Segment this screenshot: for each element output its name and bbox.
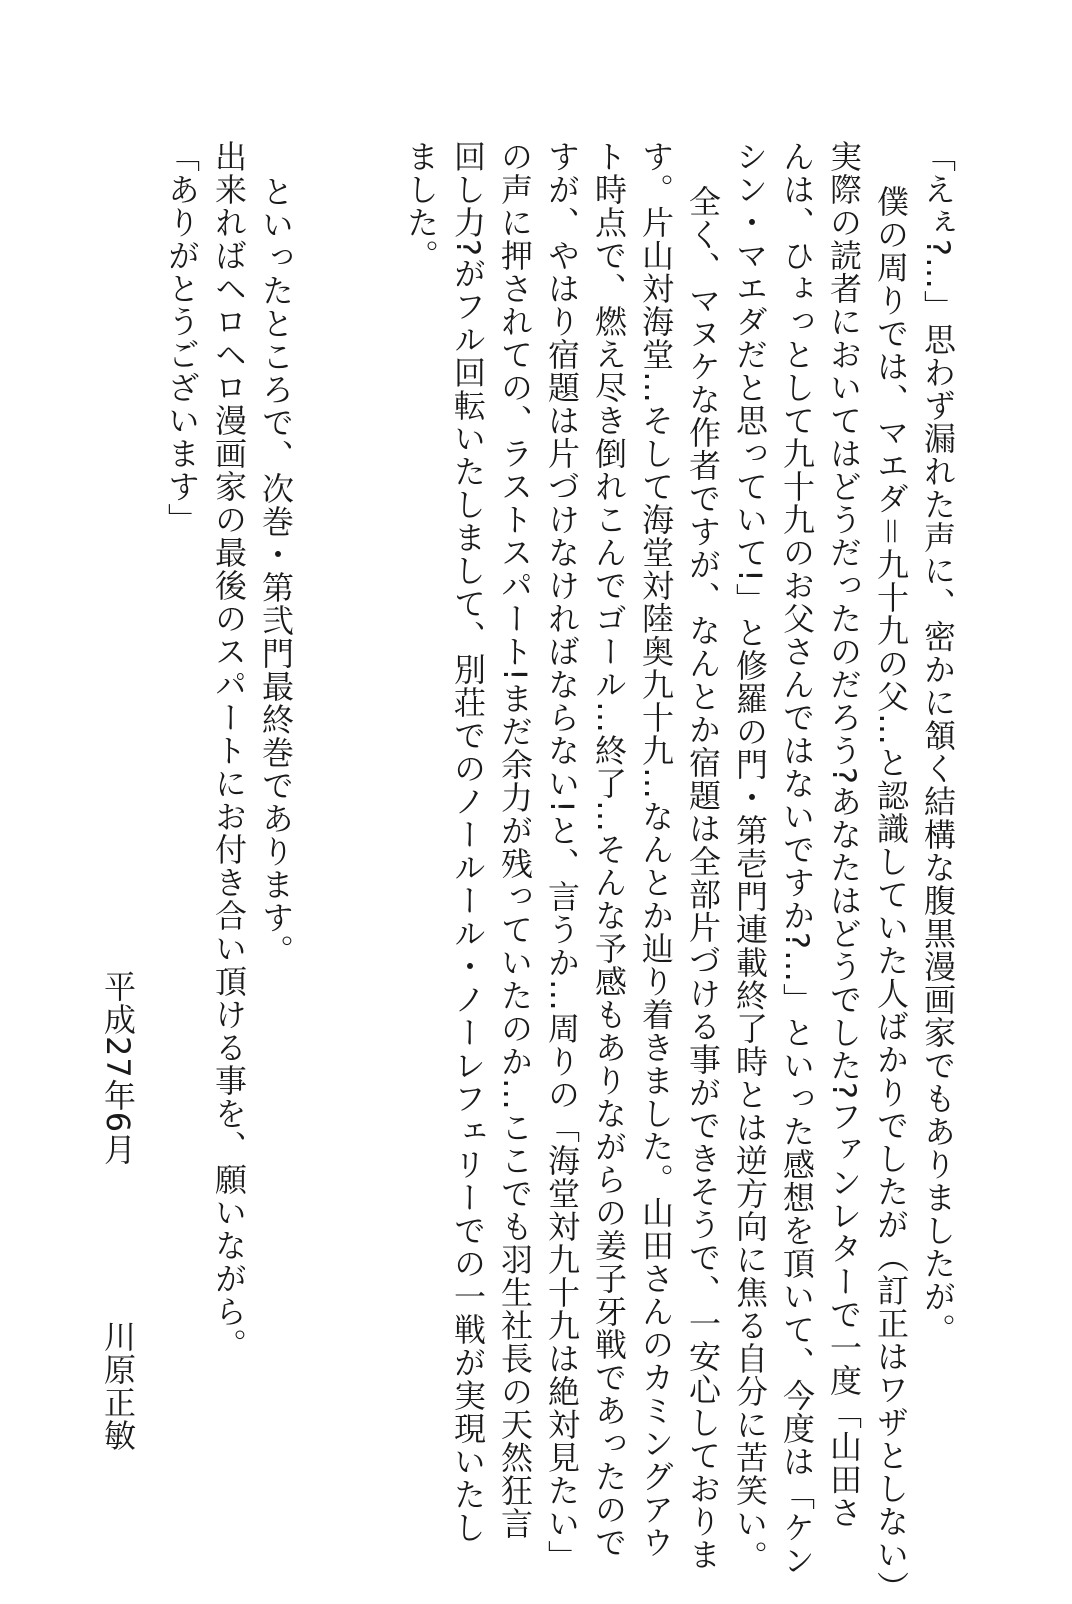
text-column-12: ました。 <box>402 140 440 272</box>
text-column-15: 「ありがとうございます」 <box>163 140 201 536</box>
text-column-9: すが、やはり宿題は片づけなければならない!と、言うか…周りの「海堂対九十九は絶対見たい」 <box>543 140 581 1573</box>
author-name: 川原正敏 <box>99 1320 137 1452</box>
text-column-11: 回し力?がフル回転いたしまして、別荘でのノールール・ノーレフェリーでの一戦が実現いたし <box>449 140 487 1544</box>
text-column-5: シン・マエダだと思っていて!」と修羅の門・第壱門連載終了時とは逆方向に焦る自分に苦笑い。 <box>731 140 769 1573</box>
text-column-1: 「えぇ?…」思わず漏れた声に、密かに頷く結構な腹黒漫画家でもありましたが。 <box>919 140 957 1346</box>
text-column-7: す。片山対海堂…そして海堂対陸奥九十九…なんとか辿り着きました。山田さんのカミングアウ <box>637 140 675 1559</box>
text-column-2: 僕の周りでは、マエダ＝九十九の父…と認識していた人ばかりでしたが（訂正はワザとしない） <box>872 185 910 1604</box>
text-column-13: といったところで、次巻・第弐門最終巻であります。 <box>257 175 295 967</box>
text-column-8: ト時点で、燃え尽き倒れこんでゴール…終了…そんな予感もありながらの姜子牙戦であったので <box>590 140 628 1559</box>
date-signature: 平成27年6月 <box>99 970 137 1167</box>
text-column-14: 出来ればヘロヘロ漫画家の最後のスパートにお付き合い頂ける事を、願いながら。 <box>210 140 248 1361</box>
text-column-6: 全く、マヌケな作者ですが、なんとか宿題は全部片づける事ができそうで、一安心しておりま <box>684 185 722 1571</box>
text-column-4: んは、ひょっとして九十九のお父さんではないですか?…」といった感想を頂いて、今度は「ケン <box>778 140 816 1577</box>
text-column-10: の声に押されての、ラストスパート!まだ余力が残っていたのか…ここでも羽生社長の天然狂言 <box>496 140 534 1540</box>
text-column-3: 実際の読者においてはどうだったのだろう?あなたはどうでした?ファンレターで一度「山田さ <box>825 140 863 1529</box>
